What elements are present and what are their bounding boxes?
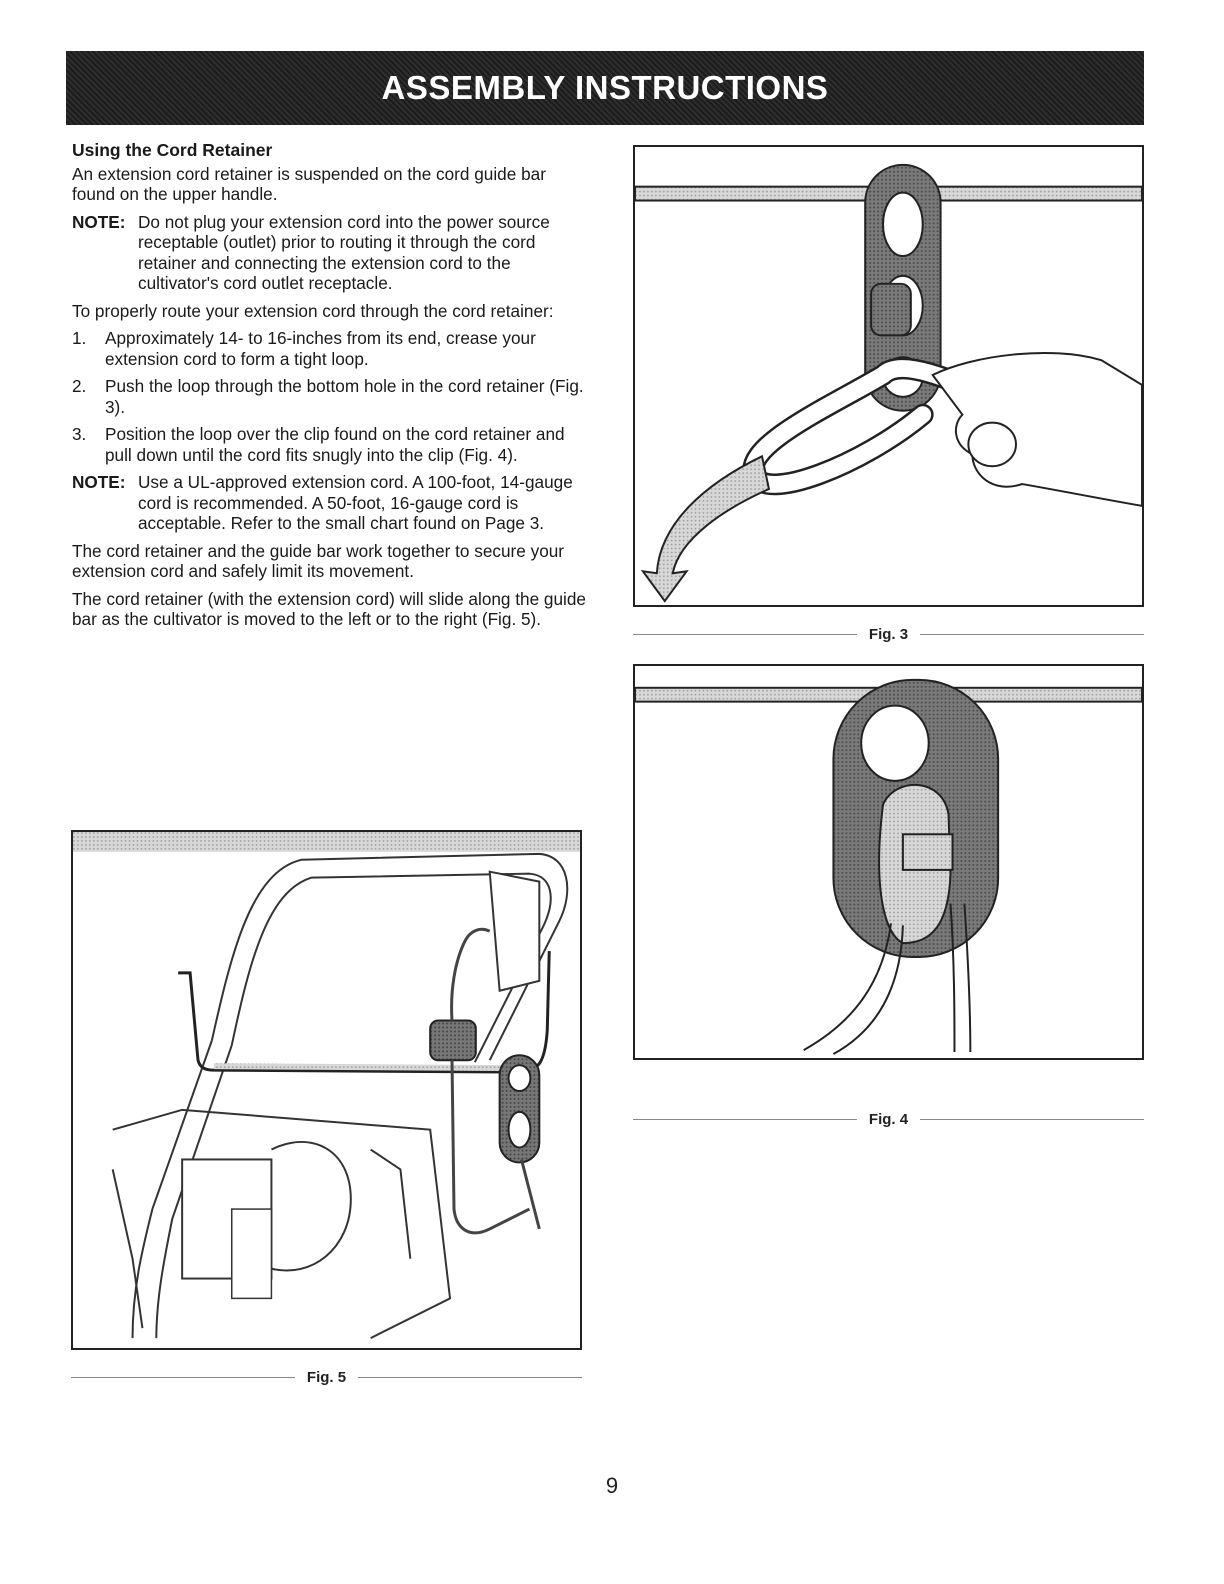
figure-4-caption [633,1111,1144,1128]
steps-list [72,328,587,465]
paragraph-slide: The cord retainer (with the extension cord) will slide along the guide bar as the cultivator is moved to the left or to the right (Fig. 5). [72,588,586,629]
list-item [72,328,587,369]
instructions-column [72,140,587,637]
figure-label: Fig. 5 [306,1369,347,1386]
figure-label: Fig. 3 [868,626,909,643]
note-block [72,212,587,294]
page-number: 9 [605,1473,619,1498]
note-text: Do not plug your extension cord into the power source receptable (outlet) prior to routing it through the cord retainer and connecting the extension cord to the cultivator's cord outlet receptacle. [138,211,550,293]
figure-label: Fig. 4 [868,1111,909,1128]
figure-3-caption [633,626,1144,643]
figure-5-illustration [71,830,582,1350]
list-item [72,424,587,465]
paragraph-guide-bar: The cord retainer and the guide bar work together to secure your extension cord and safely limit its movement. [72,540,565,581]
page-title: ASSEMBLY INSTRUCTIONS [381,69,829,106]
section-banner [66,51,1144,125]
note-block [72,472,587,534]
figure-3-illustration [633,145,1144,607]
note-label: NOTE: [72,472,126,492]
step-text: Position the loop over the clip found on the cord retainer and pull down until the cord fits snugly into the clip (Fig. 4). [105,424,565,465]
list-item [72,376,587,417]
figure-5-caption [71,1369,582,1386]
step-number: 1. [72,328,87,348]
note-label: NOTE: [72,211,126,232]
step-number: 2. [72,376,87,396]
routing-intro-paragraph: To properly route your extension cord through the cord retainer: [72,300,554,321]
figure-4-illustration [633,664,1144,1060]
note-text: Use a UL-approved extension cord. A 100-foot, 14-gauge cord is recommended. A 50-foot, 16-gauge cord is acceptable. Refer to the small chart found on Page 3. [138,472,573,533]
step-text: Approximately 14- to 16-inches from its end, crease your extension cord to form a tight loop. [105,328,536,369]
step-number: 3. [72,424,87,444]
section-heading: Using the Cord Retainer [72,140,273,160]
step-text: Push the loop through the bottom hole in the cord retainer (Fig. 3). [105,376,584,417]
intro-paragraph: An extension cord retainer is suspended on the cord guide bar found on the upper handle. [72,163,546,204]
